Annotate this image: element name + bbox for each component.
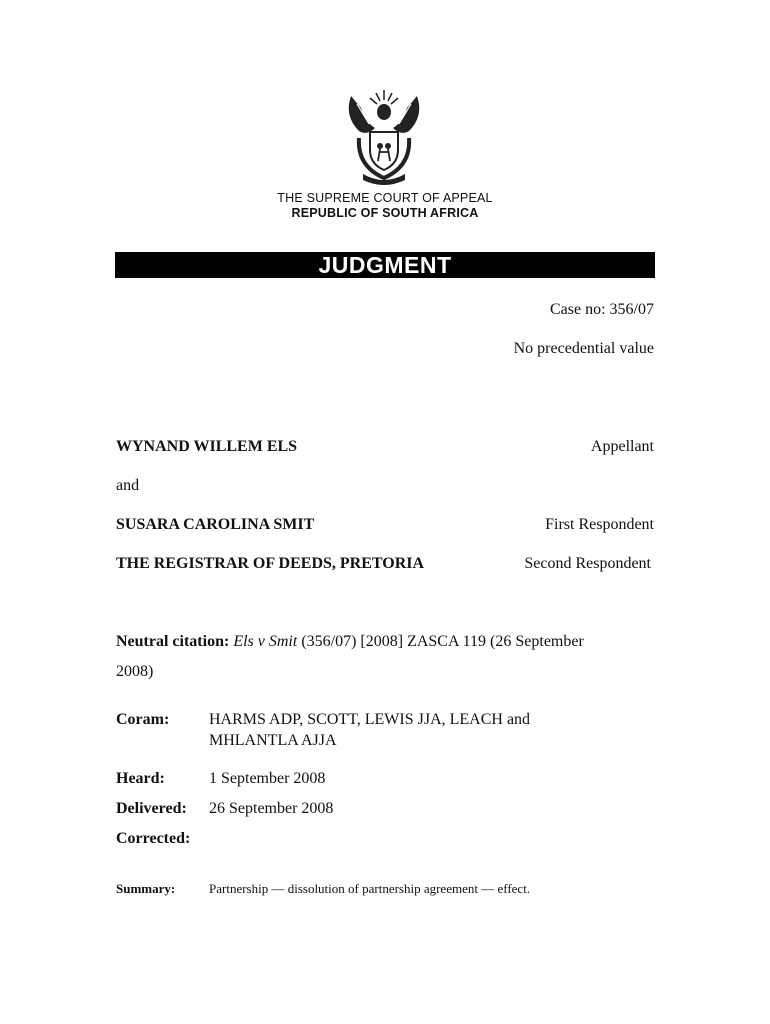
party-appellant-role: Appellant <box>590 438 654 455</box>
case-number: Case no: 356/07 <box>550 301 654 318</box>
and-separator: and <box>116 477 140 494</box>
summary-label: Summary: <box>116 881 176 896</box>
republic-name: REPUBLIC OF SOUTH AFRICA <box>291 206 479 220</box>
heard-date: 1 September 2008 <box>209 770 326 787</box>
neutral-citation <box>116 633 584 651</box>
coat-of-arms-icon <box>339 86 429 186</box>
party-first-respondent-name: SUSARA CAROLINA SMIT <box>116 516 315 533</box>
heard-label: Heard: <box>116 770 165 787</box>
citation-details: (356/07) [2008] ZASCA 119 (26 September <box>301 633 584 650</box>
corrected-label: Corrected: <box>116 830 191 847</box>
precedential-value: No precedential value <box>513 340 654 357</box>
party-second-respondent-name: THE REGISTRAR OF DEEDS, PRETORIA <box>116 555 425 572</box>
coram-line1: HARMS ADP, SCOTT, LEWIS JJA, LEACH and <box>209 711 531 728</box>
summary-text: Partnership — dissolution of partnership agreement — effect. <box>209 881 531 896</box>
coram-line2: MHLANTLA AJJA <box>209 732 337 749</box>
court-name: THE SUPREME COURT OF APPEAL <box>277 191 493 205</box>
party-second-respondent-role: Second Respondent <box>524 555 651 572</box>
party-first-respondent-role: First Respondent <box>545 516 654 533</box>
coram-label: Coram: <box>116 711 170 728</box>
judgment-title: JUDGMENT <box>318 252 452 278</box>
party-appellant-name: WYNAND WILLEM ELS <box>116 438 298 455</box>
delivered-label: Delivered: <box>116 800 187 817</box>
delivered-date: 26 September 2008 <box>209 800 334 817</box>
citation-case-name: Els v Smit <box>233 633 298 650</box>
neutral-citation-label: Neutral citation: <box>116 633 230 650</box>
citation-continuation: 2008) <box>116 663 154 680</box>
